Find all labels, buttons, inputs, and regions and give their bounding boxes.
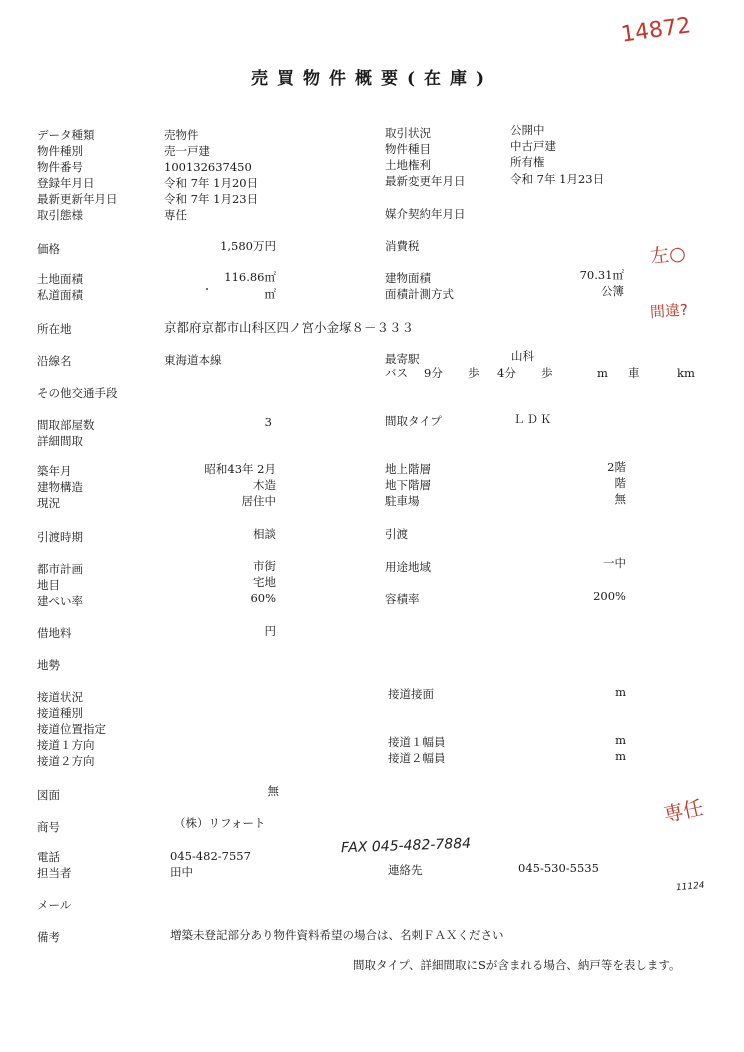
speck [206, 288, 208, 290]
label-price: 価格 [37, 242, 60, 256]
label-deal: 取引態様 [37, 208, 83, 222]
value-road-width1: m [615, 733, 626, 747]
label-updated: 最新更新年月日 [37, 192, 118, 206]
label-area-method: 面積計測方式 [385, 287, 454, 301]
label-registered: 登録年月日 [37, 176, 95, 190]
handwritten-number: 11124 [675, 880, 706, 894]
value-company: （株）リフォート [174, 816, 266, 830]
label-zoning: 用途地域 [385, 560, 431, 574]
value-property-no: 100132637450 [164, 160, 252, 174]
value-address: 京都府京都市山科区四ノ宮小金塚８－３３３ [164, 320, 415, 335]
value-price: 1,580万円 [220, 239, 276, 253]
label-property-no: 物件番号 [37, 160, 83, 174]
value-plan: 無 [267, 784, 279, 798]
label-coverage: 建ぺい率 [37, 594, 83, 608]
value-coverage: 60% [250, 591, 276, 605]
value-zoning: 一中 [603, 556, 626, 570]
label-land-right: 土地権利 [385, 158, 431, 172]
label-road-type: 接道種別 [37, 706, 83, 720]
label-structure: 建物構造 [37, 480, 83, 494]
label-plan: 図面 [37, 788, 60, 802]
value-lease-fee: 円 [264, 624, 276, 638]
label-road-designation: 接道位置指定 [37, 722, 106, 736]
label-layout-type: 間取タイプ [385, 414, 442, 428]
label-property-kind: 物件種別 [37, 144, 83, 158]
value-status: 居住中 [241, 494, 276, 508]
value-updated: 令和 7年 1月23日 [164, 192, 259, 206]
label-transaction-status: 取引状況 [385, 126, 431, 140]
value-area-method: 公簿 [601, 284, 624, 298]
value-land-right: 所有権 [510, 155, 545, 169]
label-address: 所在地 [37, 322, 72, 336]
footnote: 間取タイプ、詳細間取にSが含まれる場合、納戸等を表します。 [353, 958, 681, 972]
value-remarks: 増築未登記部分あり物件資料希望の場合は、名刺ＦＡＸください [170, 928, 504, 942]
label-land-area: 土地面積 [37, 272, 83, 286]
label-handover-time: 引渡時期 [37, 530, 83, 544]
value-staff: 田中 [170, 865, 193, 879]
label-status: 現況 [37, 496, 60, 510]
label-road-width2: 接道２幅員 [388, 751, 446, 765]
value-handover-time: 相談 [253, 527, 276, 541]
handwritten-fax: FAX 045-482-7884 [340, 835, 472, 857]
value-line: 東海道本線 [164, 353, 222, 367]
handwritten-note: 間違? [649, 300, 689, 322]
value-road-frontage: m [615, 685, 626, 699]
label-mail: メール [37, 898, 72, 912]
value-private-road: ㎡ [264, 287, 276, 301]
label-road-dir2: 接道２方向 [37, 754, 95, 768]
label-mediation: 媒介契約年月日 [385, 207, 466, 221]
label-phone: 電話 [37, 850, 60, 864]
value-city-plan: 市街 [253, 559, 276, 573]
label-other-transport: その他交通手段 [37, 386, 118, 400]
label-city-plan: 都市計画 [37, 562, 83, 576]
label-contact: 連絡先 [388, 863, 423, 877]
label-staff: 担当者 [37, 866, 72, 880]
value-latest-change: 令和 7年 1月23日 [510, 172, 605, 186]
label-bus: バス [385, 366, 408, 380]
value-built: 昭和43年 2月 [204, 462, 276, 476]
label-layout-detail: 詳細間取 [37, 434, 83, 448]
label-m: m [597, 366, 608, 380]
label-road-width1: 接道１幅員 [388, 735, 446, 749]
value-floors-below: 階 [614, 476, 626, 490]
value-data-type: 売物件 [164, 128, 199, 142]
value-parking: 無 [614, 492, 626, 506]
label-car: 車 [628, 366, 640, 380]
label-tax: 消費税 [385, 239, 420, 253]
handwritten-stamp: 専任 [661, 795, 706, 827]
label-land-category: 地目 [37, 578, 60, 592]
label-remarks: 備考 [37, 930, 60, 944]
label-data-type: データ種類 [37, 128, 95, 142]
label-private-road: 私道面積 [37, 288, 83, 302]
label-walk1: 歩 [468, 366, 480, 380]
value-deal: 専任 [164, 208, 187, 222]
label-parking: 駐車場 [385, 494, 420, 508]
label-floors-above: 地上階層 [385, 462, 431, 476]
value-structure: 木造 [253, 478, 276, 492]
handwritten-note: 左○ [649, 242, 687, 268]
value-layout-type: ＬＤＫ [513, 412, 554, 426]
value-land-area: 116.86㎡ [224, 270, 276, 284]
label-floors-below: 地下階層 [385, 478, 431, 492]
value-far: 200% [593, 589, 626, 603]
value-registered: 令和 7年 1月20日 [164, 176, 259, 190]
label-line: 沿線名 [37, 354, 72, 368]
value-walk-min: 4分 [497, 366, 516, 380]
label-road-dir1: 接道１方向 [37, 738, 95, 752]
value-floors-above: 2階 [607, 460, 626, 474]
label-handover: 引渡 [385, 527, 408, 541]
label-rooms: 間取部屋数 [37, 418, 95, 432]
value-land-category: 宅地 [253, 575, 276, 589]
label-lease-fee: 借地料 [37, 626, 72, 640]
handwritten-number: 14872 [619, 13, 693, 48]
label-building-area: 建物面積 [385, 271, 431, 285]
value-building-area: 70.31㎡ [579, 268, 624, 282]
label-property-item: 物件種目 [385, 142, 431, 156]
label-km: km [677, 366, 695, 380]
label-station: 最寄駅 [385, 352, 420, 366]
value-property-item: 中古戸建 [510, 139, 556, 153]
value-road-width2: m [615, 749, 626, 763]
label-built: 築年月 [37, 464, 72, 478]
label-latest-change: 最新変更年月日 [385, 174, 466, 188]
label-road-status: 接道状況 [37, 690, 83, 704]
page-title: 売買物件概要(在庫) [250, 69, 494, 89]
value-property-kind: 売一戸建 [164, 144, 210, 158]
label-road-frontage: 接道接面 [388, 687, 434, 701]
value-rooms: 3 [264, 415, 272, 429]
value-phone: 045-482-7557 [170, 849, 251, 863]
value-bus-min: 9分 [424, 366, 443, 380]
label-walk2: 歩 [541, 366, 553, 380]
label-terrain: 地勢 [37, 658, 60, 672]
label-company: 商号 [37, 820, 60, 834]
value-station: 山科 [511, 349, 534, 363]
value-transaction-status: 公開中 [510, 123, 545, 137]
label-far: 容積率 [385, 592, 420, 606]
value-contact: 045-530-5535 [518, 861, 599, 875]
